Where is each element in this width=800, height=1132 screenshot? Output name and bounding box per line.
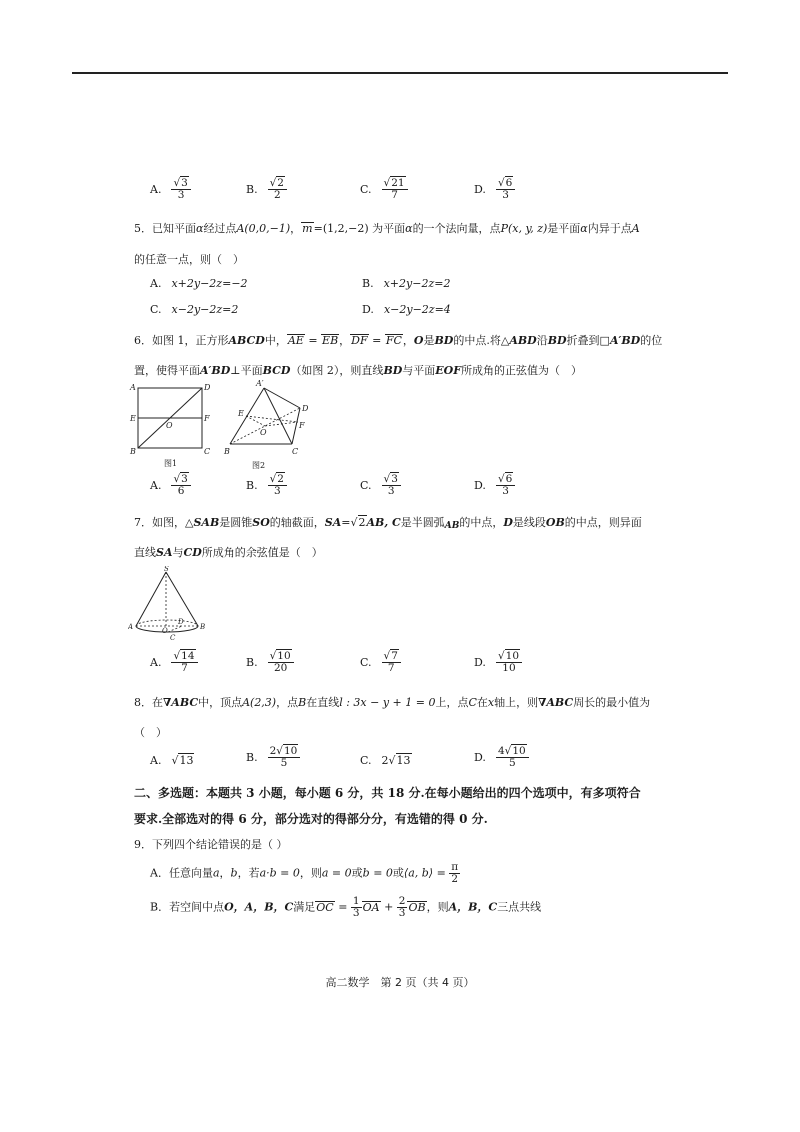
text: 与平面 — [402, 364, 436, 377]
text: 5．已知平面 — [134, 222, 196, 235]
option-letter: B. — [246, 478, 258, 492]
math: A，B，C — [448, 900, 498, 914]
base-back-arc — [136, 620, 198, 626]
text: 在直线 — [306, 696, 340, 709]
math: CD — [183, 546, 202, 559]
q8-option-a — [150, 754, 194, 767]
option-text: x−2y−2z=4 — [383, 303, 451, 316]
denominator: 5 — [508, 757, 516, 770]
math: BD — [547, 334, 567, 347]
segment-sa — [136, 572, 166, 626]
text: 9．下列四个结论错误的是（ ） — [134, 838, 288, 851]
option-letter: A. — [150, 478, 162, 492]
denominator: 2 — [273, 189, 281, 202]
denominator: 7 — [387, 662, 395, 675]
denominator: 5 — [280, 757, 288, 770]
text: ，点 — [276, 696, 299, 709]
radicand: 3 — [181, 473, 188, 485]
q5-option-a — [150, 277, 248, 290]
label-d: D — [178, 618, 184, 626]
radicand: 6 — [505, 177, 513, 189]
section-2-header-line1 — [134, 784, 641, 801]
q8-option-c — [360, 754, 412, 767]
q6-option-b — [246, 474, 287, 497]
text: ， — [339, 334, 351, 347]
q4-option-c — [360, 178, 408, 201]
math: α — [196, 222, 204, 235]
caption-fig2: 图2 — [252, 461, 266, 470]
radicand: 10 — [283, 745, 298, 757]
text: 经过点 — [203, 222, 237, 235]
label-o: O — [260, 428, 267, 437]
label-e: E — [238, 409, 244, 418]
text: ， — [219, 866, 231, 880]
math: C — [468, 696, 477, 709]
vector-a: a — [212, 866, 220, 880]
q6-option-c — [360, 474, 401, 497]
text: 置，使得平面 — [134, 364, 200, 377]
vector: DF — [351, 334, 368, 347]
math: A′BD — [609, 334, 641, 347]
q4-option-b — [246, 178, 287, 201]
radicand: 10 — [512, 745, 526, 757]
option-letter: D. — [474, 182, 486, 196]
text: 7．如图，△ — [134, 516, 194, 529]
page-footer: 高二数学 第 2 页（共 4 页） — [325, 976, 475, 989]
vector-ob: OB — [408, 900, 426, 914]
text: 所成角的正弦值为（ ） — [461, 364, 583, 377]
option-letter: C. — [360, 655, 372, 669]
math: BD — [434, 334, 454, 347]
label-a: A — [130, 383, 136, 392]
q8-stem-line1 — [134, 694, 650, 710]
denominator: 3 — [502, 189, 509, 202]
text: 的一个法向量，点 — [412, 222, 501, 235]
math: D — [503, 516, 513, 529]
radicand: 2 — [358, 516, 366, 529]
vector-m: m — [302, 222, 313, 235]
text: ，则 — [426, 900, 449, 914]
q5-option-b — [362, 277, 450, 290]
text: = — [341, 516, 351, 529]
radicand: 13 — [179, 754, 194, 767]
text: 或 — [392, 866, 404, 880]
text: 二、多选题：本题共 3 小题，每小题 6 分，共 18 分.在每小题给出的四个选项中，有多项符合 — [134, 786, 641, 800]
text: 的中点，则异面 — [564, 516, 642, 529]
radicand: 6 — [505, 473, 513, 485]
q5-option-c — [150, 303, 238, 316]
vector-oc: OC — [316, 900, 334, 914]
option-letter: B. — [246, 182, 258, 196]
q9-option-a — [150, 862, 460, 885]
text: ，若 — [237, 866, 260, 880]
text: = — [304, 334, 322, 347]
denominator: 3 — [177, 189, 185, 202]
math: O — [413, 334, 424, 347]
option-letter: B. — [246, 750, 258, 764]
text: 所成角的余弦值是（ ） — [201, 546, 323, 559]
label-e: E — [130, 414, 136, 423]
text: B．若空间中点 — [150, 900, 225, 914]
math: b = 0 — [362, 866, 393, 880]
q7-option-d — [474, 651, 522, 674]
option-text: x+2y−2z=−2 — [171, 277, 248, 290]
segment-ac — [264, 388, 292, 444]
option-letter: C. — [150, 303, 162, 316]
text: 满足 — [293, 900, 316, 914]
vector-oa: OA — [362, 900, 380, 914]
math: SA — [156, 546, 173, 559]
option-text: x−2y−2z=2 — [171, 303, 239, 316]
q7-option-c — [360, 651, 401, 674]
label-d: D — [302, 404, 309, 413]
math: BD — [383, 364, 403, 377]
option-letter: B. — [362, 277, 374, 290]
q9-stem — [134, 836, 288, 852]
math: OB — [545, 516, 565, 529]
denominator: 3 — [502, 485, 509, 498]
radicand: 2 — [277, 177, 284, 189]
radicand: 7 — [391, 650, 398, 662]
math: O，A，B，C — [224, 900, 294, 914]
text: （如图 2），则直线 — [290, 364, 384, 377]
text: 与 — [172, 546, 184, 559]
radicand: 14 — [181, 650, 195, 662]
text: 周长的最小值为 — [573, 696, 651, 709]
option-letter: C. — [360, 182, 372, 196]
denominator: 3 — [273, 485, 281, 498]
text: ⊥平面 — [230, 364, 263, 377]
text: = — [334, 900, 351, 914]
option-text: x+2y−2z=2 — [383, 277, 451, 290]
math: AB — [444, 521, 460, 531]
text: 6．如图 1，正方形 — [134, 334, 229, 347]
q6-figure-2 — [220, 378, 320, 472]
math: SO — [252, 516, 270, 529]
numerator: 2 — [398, 895, 406, 907]
vector: EB — [322, 334, 339, 347]
denominator: 3 — [398, 907, 406, 920]
q9-option-b — [150, 896, 541, 919]
vector: AE — [287, 334, 304, 347]
math: SA — [324, 516, 342, 529]
denominator: 2 — [451, 873, 459, 886]
text: 要求.全部选对的得 6 分，部分选对的得部分分，有选错的得 0 分. — [134, 812, 488, 826]
text: 轴上，则 — [494, 696, 539, 709]
radicand: 3 — [391, 473, 398, 485]
label-c: C — [292, 447, 299, 456]
math: x — [487, 696, 495, 709]
label-o: O — [166, 421, 173, 430]
text: 是圆锥 — [219, 516, 253, 529]
q6-option-d — [474, 474, 515, 497]
option-letter: D. — [474, 750, 486, 764]
text: 上，点 — [435, 696, 469, 709]
option-letter: D. — [474, 478, 486, 492]
q8-option-b — [246, 746, 300, 769]
section-2-header-line2 — [134, 810, 488, 827]
radicand: 21 — [391, 177, 405, 189]
math: B — [298, 696, 307, 709]
numerator: π — [451, 861, 459, 873]
option-letter: C. — [360, 478, 372, 492]
text: 的位 — [640, 334, 663, 347]
text: 的中点.将△ — [453, 334, 510, 347]
math: A′BD — [200, 364, 231, 377]
math: AB, C — [366, 516, 401, 529]
text: 中， — [264, 334, 287, 347]
coefficient: 4 — [497, 745, 505, 757]
q7-option-b — [246, 651, 294, 674]
denominator: 7 — [181, 662, 188, 675]
text: 在 — [476, 696, 488, 709]
math: P(x, y, z) — [500, 222, 548, 235]
text: =(1,2,−2) 为平面 — [313, 222, 406, 235]
math: a = 0 — [321, 866, 352, 880]
math: EOF — [435, 364, 462, 377]
text: 是线段 — [512, 516, 546, 529]
text: 是 — [423, 334, 435, 347]
text: 是半圆弧 — [400, 516, 445, 529]
math: A(2,3) — [242, 696, 277, 709]
q4-option-a — [150, 178, 191, 201]
math: ⟨a, b⟩ = — [403, 866, 446, 880]
q8-option-d — [474, 746, 529, 769]
text: 是平面 — [547, 222, 581, 235]
math: ABD — [509, 334, 537, 347]
text: 的任意一点，则（ ） — [134, 253, 244, 266]
label-c: C — [204, 447, 211, 456]
option-letter: A. — [150, 754, 162, 767]
label-f: F — [299, 421, 305, 430]
text: 的轴截面， — [269, 516, 325, 529]
segment-ef — [246, 416, 298, 422]
numerator: 1 — [352, 895, 360, 907]
label-s: S — [164, 566, 169, 573]
text: + — [380, 900, 397, 914]
math: A(0,0,−1) — [236, 222, 291, 235]
label-c: C — [170, 634, 176, 642]
text: 内异于点 — [587, 222, 632, 235]
math: ABCD — [228, 334, 265, 347]
q6-option-a — [150, 474, 191, 497]
label-b: B — [224, 447, 230, 456]
option-letter: D. — [362, 303, 374, 316]
math: α — [405, 222, 413, 235]
text: = — [368, 334, 385, 347]
text: 直线 — [134, 546, 156, 559]
denominator: 7 — [391, 189, 398, 202]
option-letter: D. — [474, 655, 486, 669]
text: 三点共线 — [497, 900, 542, 914]
label-o: O — [162, 627, 168, 635]
header-rule — [72, 72, 728, 74]
label-b: B — [130, 447, 136, 456]
math: l : 3x − y + 1 = 0 — [339, 696, 436, 709]
q4-option-d — [474, 178, 515, 201]
label-f: F — [204, 414, 210, 423]
math: α — [580, 222, 588, 235]
text: （ ） — [134, 726, 167, 739]
radicand: 3 — [181, 177, 188, 189]
text: 中，顶点 — [198, 696, 243, 709]
option-letter: A. — [150, 277, 162, 290]
coefficient: 2 — [381, 754, 389, 767]
q6-stem-line1: 6．如图 1，正方形ABCD中，AE = EB，DF = FC，O是BD的中点.将△ABD沿BD折叠到□A′BD的位 — [134, 334, 663, 347]
denominator: 10 — [502, 662, 516, 675]
math: ∇ABC — [163, 696, 199, 709]
denominator: 6 — [177, 485, 185, 498]
q7-stem-line1 — [134, 514, 642, 531]
option-letter: C. — [360, 754, 372, 767]
q8-stem-line2 — [134, 724, 167, 740]
text: A．任意向量 — [150, 866, 213, 880]
math: A — [631, 222, 640, 235]
radicand: 10 — [505, 650, 520, 662]
denominator: 3 — [352, 907, 360, 920]
label-d: D — [204, 383, 211, 392]
denominator: 3 — [387, 485, 395, 498]
q7-cone-figure — [128, 566, 208, 642]
q5-stem-line1: 5．已知平面α经过点A(0,0,−1)，m=(1,2,−2) 为平面α的一个法向量，点P(x, y, z)是平面α内异于点A — [134, 222, 640, 235]
radicand: 2 — [277, 473, 284, 485]
radicand: 13 — [396, 754, 411, 767]
math: SAB — [193, 516, 220, 529]
denominator: 20 — [273, 662, 288, 675]
text: ，则 — [299, 866, 322, 880]
text: 沿 — [536, 334, 548, 347]
math: a·b = 0 — [259, 866, 300, 880]
text: 的中点， — [459, 516, 504, 529]
text: 折叠到□ — [566, 334, 610, 347]
vector: FC — [385, 334, 402, 347]
math: BCD — [262, 364, 291, 377]
option-letter: B. — [246, 655, 258, 669]
q6-stem-line2 — [134, 362, 582, 378]
option-letter: A. — [150, 182, 162, 196]
q7-option-a — [150, 651, 198, 674]
q7-stem-line2 — [134, 544, 323, 560]
q6-figure-1 — [126, 380, 216, 470]
coefficient: 2 — [269, 745, 277, 757]
label-b: B — [200, 623, 206, 631]
q5-stem-line2 — [134, 251, 244, 267]
label-a: A — [128, 623, 134, 631]
text: 8．在 — [134, 696, 163, 709]
math: ∇ABC — [538, 696, 574, 709]
q5-option-d — [362, 303, 451, 316]
radicand: 10 — [277, 650, 291, 662]
vector-b: b — [230, 866, 238, 880]
text: 或 — [351, 866, 363, 880]
caption-fig1: 图1 — [164, 459, 178, 468]
label-a-prime: A′ — [256, 379, 264, 388]
option-letter: A. — [150, 655, 162, 669]
